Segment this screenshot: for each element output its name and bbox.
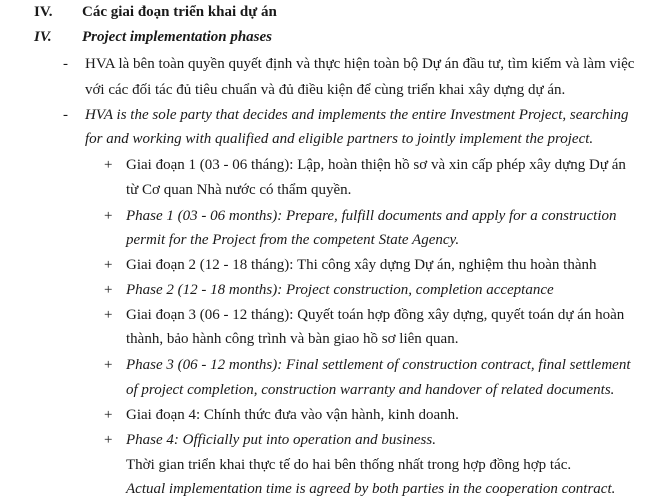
plus-bullet: +	[104, 282, 113, 298]
heading-vi	[34, 2, 277, 22]
para-vi-line-2: với các đối tác đủ tiêu chuẩn và đủ điều kiện để cùng triển khai xây dựng dự án.	[85, 82, 566, 98]
dash-bullet: -	[63, 107, 68, 123]
dash-bullet: -	[63, 56, 68, 72]
phase2-vi	[104, 255, 596, 275]
phase3-en-text-1: Phase 3 (06 - 12 months): Final settlement of construction contract, final settlement	[126, 357, 631, 373]
para-en-text-1: HVA is the sole party that decides and implements the entire Investment Project, searching	[85, 107, 629, 123]
phase3-vi-text-1: Giai đoạn 3 (06 - 12 tháng): Quyết toán hợp đồng xây dựng, quyết toán dự án hoàn	[126, 307, 625, 323]
phase2-vi-text: Giai đoạn 2 (12 - 18 tháng): Thi công xây dựng Dự án, nghiệm thu hoàn thành	[126, 257, 597, 273]
plus-bullet: +	[104, 157, 113, 173]
heading-vi-numeral: IV.	[34, 4, 53, 20]
phase2-en-text: Phase 2 (12 - 18 months): Project construction, completion acceptance	[126, 282, 554, 298]
phase1-en-line-1	[104, 206, 617, 226]
phase1-en-line-2: permit for the Project from the competent State Agency.	[126, 232, 460, 248]
plus-bullet: +	[104, 407, 113, 423]
plus-bullet: +	[104, 432, 113, 448]
phase4-vi	[104, 405, 459, 425]
phase3-vi-line-1	[104, 305, 624, 325]
para-vi-text-1: HVA là bên toàn quyền quyết định và thực hiện toàn bộ Dự án đầu tư, tìm kiếm và làm việc	[85, 56, 635, 72]
phase3-vi-line-2: thành, bảo hành công trình và bàn giao hồ sơ liên quan.	[126, 331, 459, 347]
phase1-vi-line-1	[104, 155, 626, 175]
plus-bullet: +	[104, 208, 113, 224]
plus-bullet: +	[104, 257, 113, 273]
phase2-en	[104, 280, 554, 300]
phase3-en-line-2: of project completion, construction warranty and handover of related documents.	[126, 382, 615, 398]
plus-bullet: +	[104, 357, 113, 373]
heading-vi-title: Các giai đoạn triển khai dự án	[82, 4, 277, 20]
phase3-en-line-1	[104, 355, 631, 375]
phase1-vi-text-1: Giai đoạn 1 (03 - 06 tháng): Lập, hoàn thiện hồ sơ và xin cấp phép xây dựng Dự án	[126, 157, 626, 173]
phase4-en	[104, 430, 436, 450]
para-en-line-2: for and working with qualified and eligible partners to jointly implement the project.	[85, 131, 594, 147]
plus-bullet: +	[104, 307, 113, 323]
para-en-line-1	[63, 105, 629, 125]
phase4-vi-text: Giai đoạn 4: Chính thức đưa vào vận hành, kinh doanh.	[126, 407, 459, 423]
heading-en-title: Project implementation phases	[82, 29, 272, 45]
phase1-vi-line-2: từ Cơ quan Nhà nước có thẩm quyền.	[126, 182, 352, 198]
heading-en	[34, 27, 272, 47]
para-vi-line-1	[63, 54, 634, 74]
closing-en: Actual implementation time is agreed by both parties in the cooperation contract.	[126, 481, 616, 497]
phase1-en-text-1: Phase 1 (03 - 06 months): Prepare, fulfill documents and apply for a construction	[126, 208, 617, 224]
phase4-en-text: Phase 4: Officially put into operation and business.	[126, 432, 436, 448]
heading-en-numeral: IV.	[34, 29, 52, 45]
closing-vi: Thời gian triển khai thực tế do hai bên thống nhất trong hợp đồng hợp tác.	[126, 457, 572, 473]
